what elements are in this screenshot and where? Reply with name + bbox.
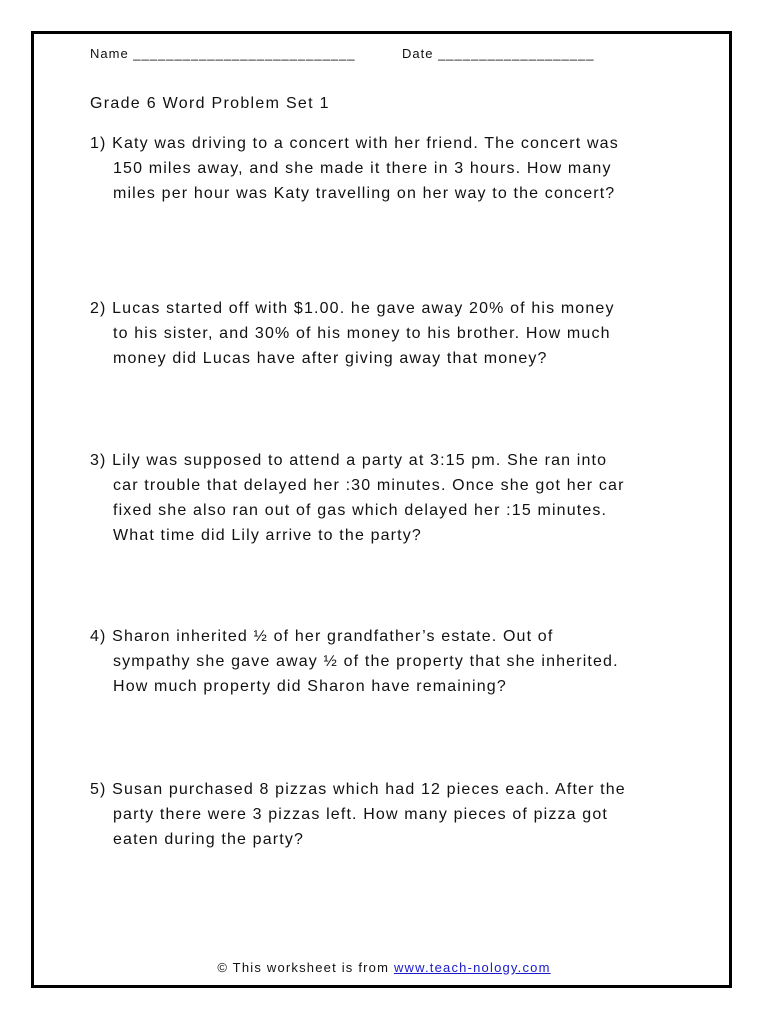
name-field-line: Name ___________________________ [90, 46, 356, 61]
problem-line: 4) Sharon inherited ½ of her grandfather’s estate. Out of [90, 628, 554, 645]
problem-line: eaten during the party? [113, 831, 305, 848]
problem-line: 1) Katy was driving to a concert with her friend. The concert was [90, 135, 619, 152]
problem-line: 3) Lily was supposed to attend a party at 3:15 pm. She ran into [90, 452, 608, 469]
problem-line: fixed she also ran out of gas which delayed her :15 minutes. [113, 502, 608, 519]
problem-line: What time did Lily arrive to the party? [113, 527, 422, 544]
problem-2 [90, 296, 700, 371]
problem-3 [90, 448, 700, 548]
problem-line: 150 miles away, and she made it there in 3 hours. How many [113, 160, 612, 177]
problem-line: sympathy she gave away ½ of the property that she inherited. [113, 653, 619, 670]
problem-line: 2) Lucas started off with $1.00. he gave away 20% of his money [90, 300, 615, 317]
problem-line: 5) Susan purchased 8 pizzas which had 12 pieces each. After the [90, 781, 626, 798]
problem-1 [90, 131, 700, 206]
problem-5 [90, 777, 700, 852]
footer-prefix: © This worksheet is from [217, 960, 394, 975]
footer-credit [0, 960, 768, 975]
problem-line: miles per hour was Katy travelling on her way to the concert? [113, 185, 616, 202]
problem-line: party there were 3 pizzas left. How many pieces of pizza got [113, 806, 608, 823]
problem-4 [90, 624, 700, 699]
worksheet-title: Grade 6 Word Problem Set 1 [90, 95, 330, 112]
problem-line: money did Lucas have after giving away that money? [113, 350, 548, 367]
problem-line: car trouble that delayed her :30 minutes. Once she got her car [113, 477, 625, 494]
problem-line: How much property did Sharon have remaining? [113, 678, 507, 695]
date-field-line: Date ___________________ [402, 46, 595, 61]
problem-line: to his sister, and 30% of his money to his brother. How much [113, 325, 611, 342]
teach-nology-link[interactable]: www.teach-nology.com [393, 960, 551, 975]
